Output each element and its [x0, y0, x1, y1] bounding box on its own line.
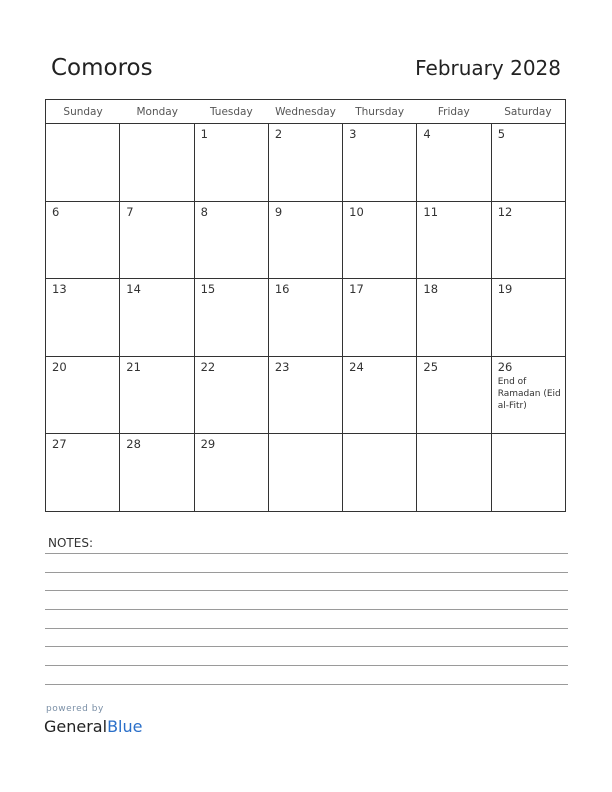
day-number: 26	[497, 359, 513, 374]
day-cell	[195, 202, 269, 279]
day-cell	[269, 279, 343, 356]
brand-general: General	[44, 717, 108, 736]
note-line	[45, 646, 568, 647]
month-year-title: February 2028	[415, 56, 561, 80]
day-number: 25	[423, 359, 439, 374]
day-cell	[46, 279, 120, 356]
day-cell	[417, 434, 491, 512]
day-number: 24	[349, 359, 364, 374]
day-cell	[492, 357, 565, 434]
note-line	[45, 590, 568, 591]
day-cell	[343, 279, 417, 356]
powered-by-text: powered by	[46, 704, 104, 714]
day-cell	[492, 124, 565, 201]
day-cell	[269, 202, 343, 279]
day-number: 12	[497, 204, 513, 219]
day-cell	[417, 202, 491, 279]
day-number: 28	[126, 437, 141, 452]
day-cell	[195, 434, 269, 512]
day-cell	[120, 202, 194, 279]
day-cell	[195, 279, 269, 356]
day-number: 9	[274, 204, 283, 219]
day-number: 4	[423, 127, 431, 141]
day-number: 19	[497, 282, 513, 297]
day-number: 8	[200, 204, 208, 219]
weekday-tuesday: Tuesday	[209, 106, 253, 118]
day-number: 1	[200, 127, 208, 141]
day-cell	[120, 279, 194, 356]
day-cell	[269, 357, 343, 434]
day-cell	[492, 279, 565, 356]
day-cell	[417, 357, 491, 434]
day-cell	[492, 202, 565, 279]
note-line	[45, 665, 568, 666]
day-cell	[120, 434, 194, 512]
day-number: 5	[497, 127, 506, 141]
week-row-2	[46, 202, 565, 280]
weekday-monday: Monday	[136, 106, 178, 118]
day-cell	[120, 357, 194, 434]
weekday-friday: Friday	[437, 106, 470, 118]
note-line	[45, 609, 568, 610]
note-line	[45, 684, 568, 685]
day-number: 18	[423, 282, 439, 297]
day-cell	[492, 434, 565, 512]
day-number: 21	[126, 359, 141, 374]
day-number: 3	[349, 127, 357, 141]
weekday-header-row	[46, 100, 565, 124]
day-number: 15	[200, 282, 216, 297]
day-number: 23	[274, 359, 290, 374]
day-number: 20	[52, 359, 67, 374]
day-number: 29	[200, 437, 216, 452]
day-cell	[343, 202, 417, 279]
day-cell	[46, 357, 120, 434]
day-cell	[195, 124, 269, 201]
calendar-grid	[45, 99, 566, 512]
week-row-5	[46, 434, 565, 512]
note-line	[45, 572, 568, 573]
day-number: 13	[52, 282, 67, 297]
day-cell	[269, 434, 343, 512]
day-cell	[417, 124, 491, 201]
day-number: 2	[274, 127, 283, 141]
day-number: 16	[274, 282, 290, 297]
day-cell	[46, 124, 120, 201]
day-cell	[343, 357, 417, 434]
day-number: 6	[52, 204, 60, 219]
week-row-1	[46, 124, 565, 202]
day-cell	[120, 124, 194, 201]
day-number: 17	[349, 282, 364, 297]
day-number: 11	[423, 204, 439, 219]
week-row-3	[46, 279, 565, 357]
day-number: 14	[126, 282, 141, 297]
day-number: 10	[349, 204, 364, 219]
day-number: 7	[126, 204, 134, 219]
day-number: 27	[52, 437, 67, 452]
week-row-4	[46, 357, 565, 435]
day-cell	[195, 357, 269, 434]
note-line	[45, 553, 568, 554]
brand-blue: Blue	[107, 717, 143, 736]
brand-logo	[44, 717, 142, 736]
day-cell	[343, 434, 417, 512]
weekday-sunday: Sunday	[63, 106, 103, 118]
day-cell	[46, 202, 120, 279]
day-cell	[417, 279, 491, 356]
weekday-thursday: Thursday	[355, 106, 405, 118]
day-cell	[269, 124, 343, 201]
day-number: 22	[200, 359, 216, 374]
country-title: Comoros	[51, 55, 153, 81]
weekday-saturday: Saturday	[504, 106, 552, 118]
day-cell	[46, 434, 120, 512]
day-cell	[343, 124, 417, 201]
weekday-wednesday: Wednesday	[275, 106, 336, 118]
holiday-event: End of Ramadan (Eid al-Fitr)	[497, 376, 561, 411]
notes-label: NOTES:	[48, 536, 93, 550]
note-line	[45, 628, 568, 629]
